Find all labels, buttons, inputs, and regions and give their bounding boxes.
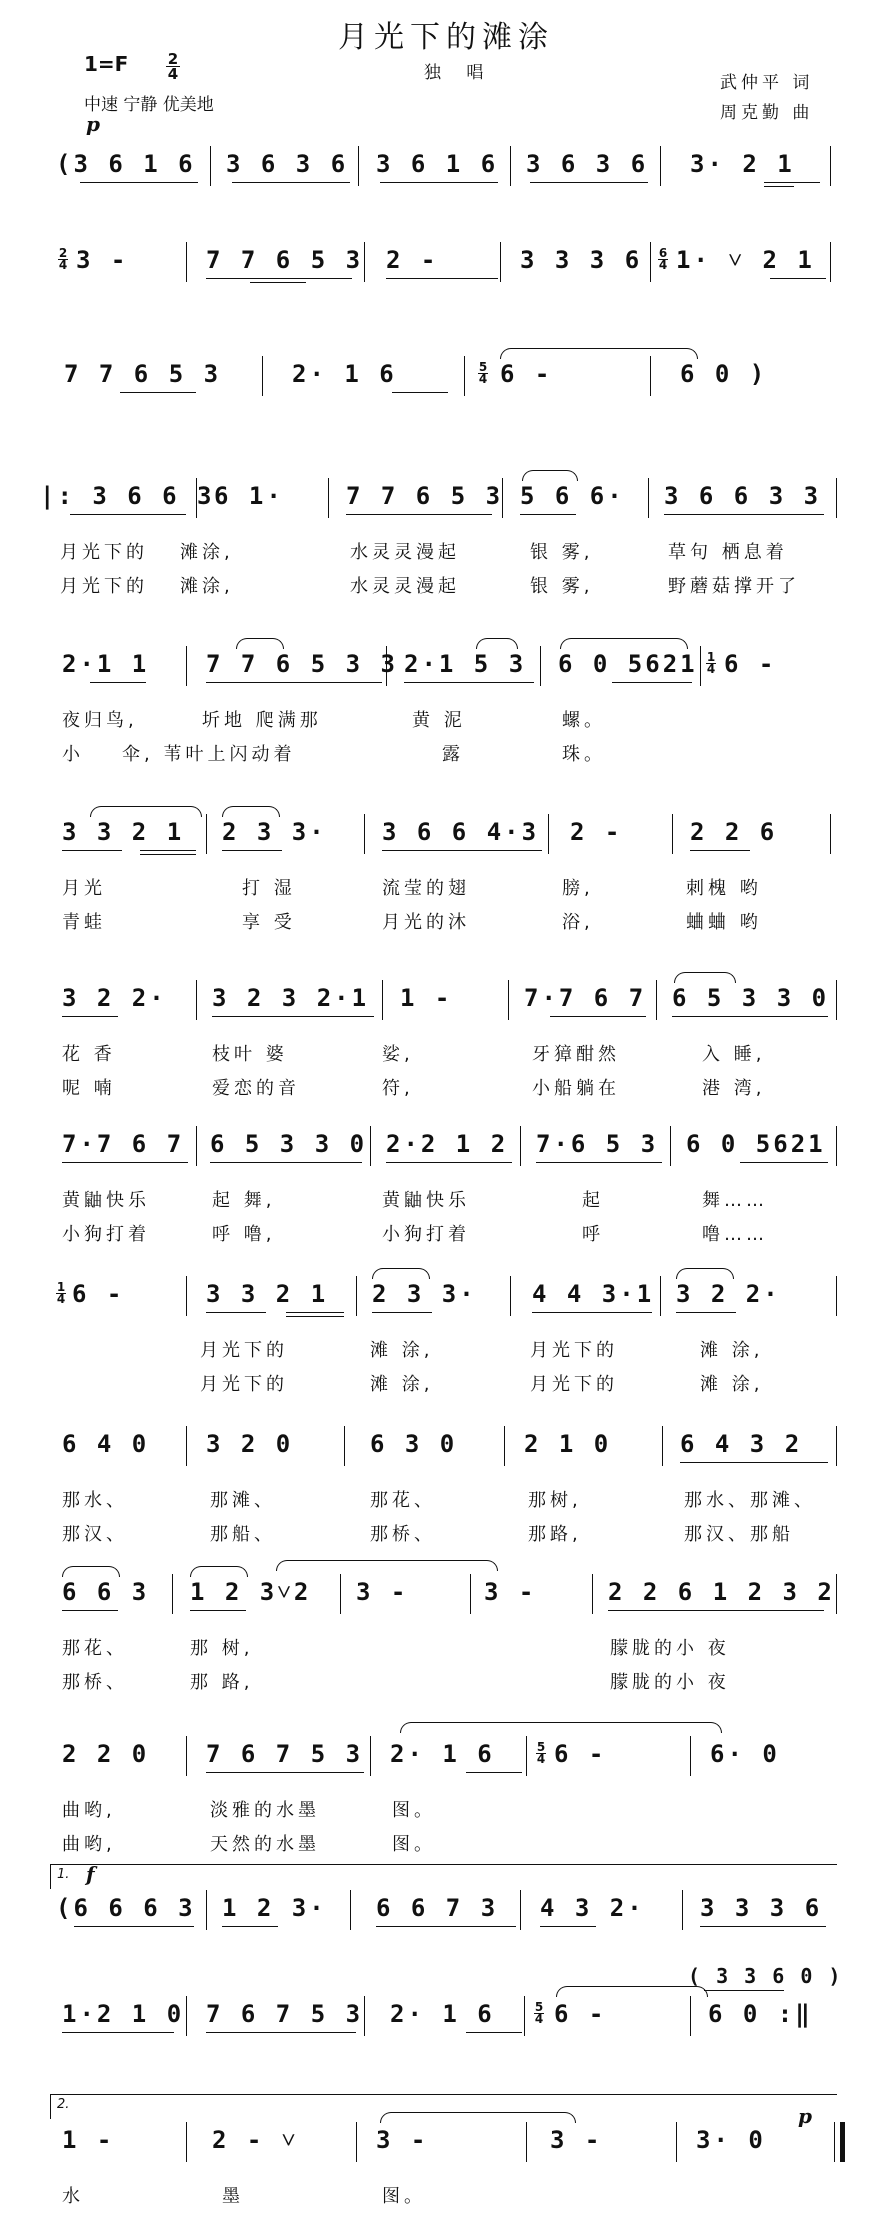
beam — [392, 392, 448, 393]
measure: 7·7 6 7 — [524, 984, 647, 1012]
beam — [210, 1162, 362, 1163]
barline — [186, 1426, 187, 1466]
barline — [690, 1996, 691, 2036]
barline — [520, 1126, 521, 1166]
measure: 2 3 3· — [372, 1280, 477, 1308]
beam — [704, 1990, 784, 1991]
beam — [222, 1926, 278, 1927]
measure: 6 6 3 — [62, 1578, 150, 1606]
measure: 6 0 5621 — [686, 1130, 826, 1158]
measure: 6 0 5621 — [558, 650, 698, 678]
slur — [676, 1268, 734, 1279]
measure: 3 6 3 6 — [526, 150, 649, 178]
barline — [508, 980, 509, 1020]
barline — [370, 1126, 371, 1166]
measure: 2 2 6 — [690, 818, 778, 846]
key-signature: 1=F — [84, 52, 129, 76]
dynamic-marking: f — [86, 1862, 95, 1886]
barline — [836, 1126, 837, 1166]
measure: 7·7 6 7 — [62, 1130, 185, 1158]
barline — [206, 1890, 207, 1930]
measure: 6 - — [554, 1740, 607, 1768]
beam — [372, 1312, 432, 1313]
barline — [382, 980, 383, 1020]
measure: 2· 1 6 — [390, 1740, 495, 1768]
barline — [836, 1574, 837, 1614]
barline — [186, 242, 187, 282]
slur — [372, 1268, 430, 1279]
measure: 3· 0 — [696, 2126, 766, 2154]
measure: 6 - — [724, 650, 777, 678]
measure: 3 2 2· — [62, 984, 167, 1012]
barline — [356, 1276, 357, 1316]
measure: 2·1 5 3 — [404, 650, 527, 678]
measure: 1 2 3˅2 — [190, 1578, 312, 1606]
beam — [62, 1162, 188, 1163]
barline — [196, 1126, 197, 1166]
measure: 4 3 2· — [540, 1894, 645, 1922]
beam — [206, 682, 382, 683]
barline — [206, 814, 207, 854]
beam — [70, 514, 186, 515]
beam — [520, 514, 576, 515]
barline — [548, 814, 549, 854]
beam — [740, 1162, 828, 1163]
measure: 2 1 0 — [524, 1430, 612, 1458]
dynamic-marking: p — [86, 112, 100, 136]
barline — [648, 478, 649, 518]
barline — [172, 1574, 173, 1614]
tie — [500, 348, 698, 359]
barline — [464, 356, 465, 396]
barline — [830, 814, 831, 854]
beam — [664, 514, 824, 515]
measure: 3 6 6 3 3 — [664, 482, 822, 510]
measure: 2 3 3· — [222, 818, 327, 846]
beam — [62, 850, 122, 851]
barline — [356, 2122, 357, 2162]
barline — [364, 814, 365, 854]
beam — [532, 1312, 652, 1313]
barline — [510, 146, 511, 186]
barline — [682, 1890, 683, 1930]
beam — [250, 282, 306, 283]
beam — [206, 1772, 364, 1773]
barline — [672, 814, 673, 854]
beam — [404, 682, 534, 683]
barline — [592, 1574, 593, 1614]
measure: 2· 1 6 — [390, 2000, 495, 2028]
barline — [690, 1736, 691, 1776]
time-signature: 1 4 — [56, 1280, 66, 1306]
measure: 6 6 7 3 — [376, 1894, 499, 1922]
measure: 2 2 0 — [62, 1740, 150, 1768]
measure: 7 7 6 5 3 — [206, 246, 364, 274]
measure: 2 2 6 1 2 3 2 — [608, 1578, 835, 1606]
volta-2-bracket: 2. — [50, 2094, 837, 2119]
beam — [672, 1016, 828, 1017]
measure: 3 3 2 1 — [62, 818, 185, 846]
measure: 6 - — [72, 1280, 125, 1308]
dynamic-marking: p — [798, 2104, 812, 2128]
slur — [560, 638, 688, 649]
measure: 2 - ˅ — [212, 2126, 299, 2154]
measure: 5 6 6· — [520, 482, 625, 510]
measure: 7 7 6 5 3 — [64, 360, 222, 388]
beam — [676, 1312, 736, 1313]
measure: 6 0 ) — [680, 360, 768, 388]
beam — [764, 186, 794, 187]
tie — [556, 1986, 708, 1997]
measure: 1 - — [400, 984, 453, 1012]
measure: 3 - — [376, 2126, 429, 2154]
barline — [520, 1890, 521, 1930]
measure: 6 0 :‖ — [708, 2000, 813, 2028]
barline — [700, 646, 701, 686]
beam — [690, 850, 750, 851]
barline — [650, 356, 651, 396]
barline — [836, 1426, 837, 1466]
beam — [386, 1162, 512, 1163]
barline — [650, 242, 651, 282]
score-page: 月光下的滩涂 1=F 2 4 中速 宁静 优美地 独 唱 武仲平 词 周克勤 曲 p (3 6 1 6 3 6 3 6 3 6 1 6 3 6 3 6 3· 2 1 2 4 3 - 7 7 6 5 3 2 - 3 3 3 6 6 4 1· ˅ 2 1 7 7 6 5 3 2· 1 6 5 4 6 - 6 0 ) |: 3 6 6 3 6 1· 7 7 6 5 3 5 6 6· 3 6 6 3 3 月光下的 滩涂, 水灵灵漫起 银 雾, 草句 栖息着 月光下的 滩涂, 水灵灵漫起 银 雾, 野蘑菇撑开了 2·1 1 7 7 6 5 3 3 2·1 5 3 6 0 5621 1 4 6 - 夜归鸟, 圻地 爬满那 黄 泥 螺。 小 伞, 苇叶上闪动着 露 珠。 3 3 2 1 2 3 3· 3 6 6 4·3 2 - 2 2 6 月光 打 湿 流莹的翅 膀, 刺槐 哟 青蛙 享 受 月光的沐 浴, 蛐蛐 哟 3 2 2· 3 2 3 2·1 1 - 7·7 6 7 6 5 3 3 0 花 香 枝叶 婆 娑, 牙獐酣然 入 睡, 呢 喃 爱恋的音 符, 小船躺在 港 湾, 7·7 6 7 6 5 3 3 0 2·2 1 2 7·6 5 3 6 0 5621 黄鼬快乐 起 舞, 黄鼬快乐 起 舞…… 小狗打着 呼 噜, 小狗打着 呼 噜…… 1 4 6 - 3 3 2 1 2 3 3· 4 4 3·1 3 2 2· 月光下的 滩 涂, 月光下的 滩 涂, 月光下的 滩 涂, 月光下的 滩 涂, 6 4 0 3 2 0 6 3 0 2 1 0 6 4 3 2 那水、 那滩、 那花、 那树, 那水、那滩、 那汉、 那船、 那桥、 那路, 那汉、那船 6 6 3 1 2 3˅2 3 - 3 - 2 2 6 1 2 3 2 那花、 那 树, 朦胧的小 夜 那桥、 那 路, 朦胧的小 夜 2 2 0 7 6 7 5 3 2· 1 6 5 4 6 - 6· 0 曲哟, 淡雅的水墨 图。 曲哟, 天然的水墨 图。 1. f (6 6 6 3 1 2 3· 6 6 7 3 4 3 2· 3 3 3 6 ( 3 3 6 0 ) 1·2 1 0 7 6 7 5 3 2· 1 6 5 4 6 - 6 0 :‖ 2. p 1 - 2 - ˅ 3 - 3 - 3· 0 水 墨 图。 — [0, 0, 892, 2220]
slur — [62, 1566, 120, 1577]
beam — [466, 1772, 522, 1773]
beam — [232, 182, 350, 183]
measure: 6 5 3 3 0 — [672, 984, 830, 1012]
final-barline-thick — [840, 2122, 845, 2162]
measure: 4 4 3·1 — [532, 1280, 655, 1308]
beam — [540, 1926, 596, 1927]
barline — [370, 1736, 371, 1776]
barline — [836, 1276, 837, 1316]
tempo-marking: 中速 宁静 优美地 — [84, 95, 214, 115]
measure: 3 2 0 — [206, 1430, 294, 1458]
time-signature: 2 4 — [58, 246, 68, 272]
beam — [190, 1610, 246, 1611]
beam — [380, 182, 498, 183]
barline — [836, 478, 837, 518]
measure: 2 - — [386, 246, 439, 274]
barline — [186, 2122, 187, 2162]
measure: 3 - — [484, 1578, 537, 1606]
beam — [212, 1016, 374, 1017]
measure: 7 7 6 5 3 — [346, 482, 504, 510]
barline — [660, 146, 661, 186]
slur — [236, 638, 284, 649]
barline — [670, 1126, 671, 1166]
measure: 6 - — [554, 2000, 607, 2028]
barline — [830, 242, 831, 282]
barline — [186, 1736, 187, 1776]
measure: (6 6 6 3 — [56, 1894, 196, 1922]
measure: 3 3 3 6 — [700, 1894, 823, 1922]
barline — [660, 1276, 661, 1316]
measure: 6· 0 — [710, 1740, 780, 1768]
time-signature: 5 4 — [534, 2000, 544, 2026]
barline — [662, 1426, 663, 1466]
measure: (3 6 1 6 — [56, 150, 196, 178]
measure: 7 6 7 5 3 — [206, 1740, 364, 1768]
measure: 6 5 3 3 0 — [210, 1130, 368, 1158]
measure: 2· 1 6 — [292, 360, 397, 388]
final-barline-thin — [834, 2122, 835, 2162]
measure: 3· 2 1 — [690, 150, 795, 178]
beam — [376, 1926, 516, 1927]
barline — [186, 1996, 187, 2036]
beam — [286, 1312, 344, 1313]
slur — [674, 972, 736, 983]
slur — [522, 470, 578, 481]
barline — [540, 646, 541, 686]
measure: 3 3 3 6 — [520, 246, 643, 274]
measure: 1 2 3· — [222, 1894, 327, 1922]
beam — [140, 850, 196, 851]
beam — [612, 682, 692, 683]
time-signature: 1 4 — [706, 650, 716, 676]
time-signature: 6 4 — [658, 246, 668, 272]
tie — [380, 2112, 576, 2123]
tie — [400, 1722, 722, 1733]
barline — [186, 1276, 187, 1316]
barline — [836, 980, 837, 1020]
beam — [90, 682, 146, 683]
alternate-notes: ( 3 3 6 0 ) — [688, 1964, 843, 1988]
slur — [476, 638, 518, 649]
time-signature: 2 4 — [167, 50, 179, 83]
beam — [222, 850, 282, 851]
measure: 7 6 7 5 3 — [206, 2000, 364, 2028]
measure: 6 4 3 2 — [680, 1430, 803, 1458]
measure: 1· ˅ 2 1 — [676, 246, 815, 274]
time-signature: 5 4 — [478, 360, 488, 386]
measure: 3 6 3 6 — [226, 150, 349, 178]
composer-credit: 周克勤 曲 — [720, 103, 814, 123]
beam — [286, 1316, 344, 1317]
beam — [206, 2032, 356, 2033]
beam — [80, 182, 198, 183]
measure: 2·2 1 2 — [386, 1130, 509, 1158]
time-signature: 5 4 — [536, 1740, 546, 1766]
measure: |: 3 6 6 3 — [40, 482, 215, 510]
measure: 2·1 1 — [62, 650, 150, 678]
beam — [608, 1610, 824, 1611]
beam — [550, 1016, 646, 1017]
tie — [276, 1560, 498, 1571]
barline — [364, 242, 365, 282]
barline — [364, 1996, 365, 2036]
volta-1-bracket: 1. — [50, 1864, 837, 1889]
barline — [470, 1574, 471, 1614]
beam — [770, 278, 826, 279]
barline — [656, 980, 657, 1020]
measure: 3 - — [356, 1578, 409, 1606]
barline — [524, 1996, 525, 2036]
beam — [62, 1016, 118, 1017]
beam — [680, 1462, 828, 1463]
beam — [74, 1926, 194, 1927]
barline — [262, 356, 263, 396]
barline — [358, 146, 359, 186]
genre-label: 独 唱 — [424, 63, 494, 83]
measure: 3 - — [76, 246, 129, 274]
barline — [386, 646, 387, 686]
measure: 3 6 6 4·3 — [382, 818, 540, 846]
slur — [190, 1566, 248, 1577]
beam — [62, 1610, 118, 1611]
measure: 6 - — [500, 360, 553, 388]
measure: 3 6 1 6 — [376, 150, 499, 178]
song-title: 月光下的滩涂 — [338, 20, 554, 55]
barline — [504, 1426, 505, 1466]
beam — [140, 854, 196, 855]
measure: 3 2 2· — [676, 1280, 781, 1308]
barline — [830, 146, 831, 186]
beam — [466, 2032, 522, 2033]
lyricist-credit: 武仲平 词 — [720, 73, 814, 93]
measure: 3 2 3 2·1 — [212, 984, 370, 1012]
beam — [764, 182, 820, 183]
beam — [120, 392, 196, 393]
measure: 7 7 6 5 3 3 — [206, 650, 398, 678]
beam — [346, 514, 492, 515]
barline — [526, 1736, 527, 1776]
barline — [328, 478, 329, 518]
beam — [536, 1162, 662, 1163]
barline — [676, 2122, 677, 2162]
slur — [90, 806, 202, 817]
barline — [196, 980, 197, 1020]
measure: 6 3 0 — [370, 1430, 458, 1458]
barline — [186, 646, 187, 686]
measure: 2 - — [570, 818, 623, 846]
beam — [386, 278, 498, 279]
barline — [500, 242, 501, 282]
measure: 3 - — [550, 2126, 603, 2154]
barline — [340, 1574, 341, 1614]
barline — [526, 2122, 527, 2162]
measure: 1·2 1 0 — [62, 2000, 185, 2028]
beam — [62, 2032, 174, 2033]
measure: 7·6 5 3 — [536, 1130, 659, 1158]
barline — [350, 1890, 351, 1930]
beam — [206, 278, 352, 279]
beam — [530, 182, 648, 183]
beam — [382, 850, 542, 851]
measure: 3 3 2 1 — [206, 1280, 329, 1308]
barline — [510, 1276, 511, 1316]
measure: 1 - — [62, 2126, 115, 2154]
beam — [206, 1312, 266, 1313]
measure: 6 1· — [214, 482, 284, 510]
barline — [344, 1426, 345, 1466]
beam — [700, 1926, 826, 1927]
barline — [210, 146, 211, 186]
barline — [196, 478, 197, 518]
slur — [222, 806, 280, 817]
barline — [502, 478, 503, 518]
measure: 6 4 0 — [62, 1430, 150, 1458]
